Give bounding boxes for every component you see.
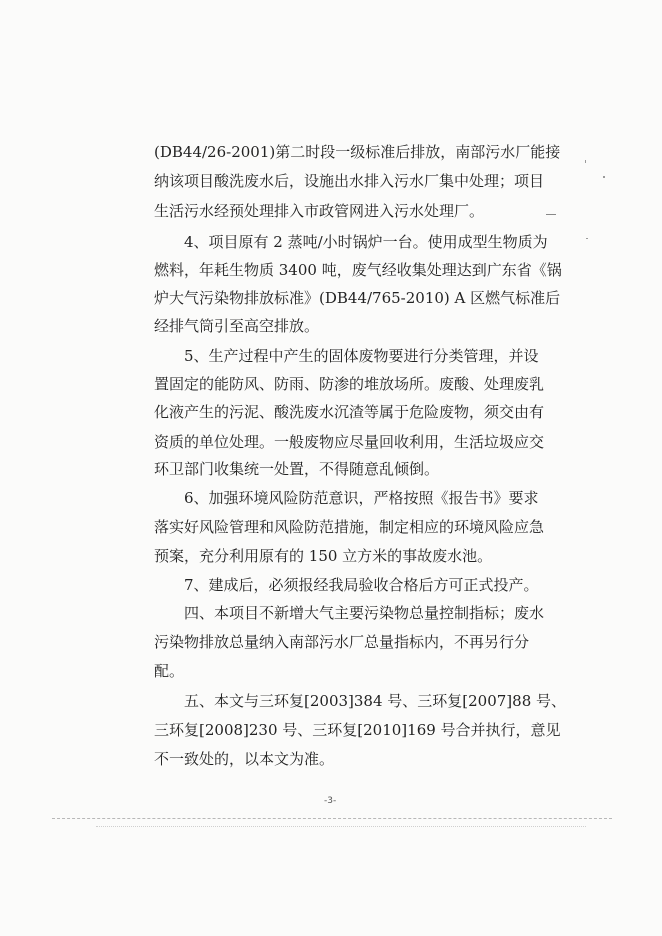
paragraph-line: 化液产生的污泥、酸洗废水沉渣等属于危险废物，须交由有 xyxy=(154,403,545,421)
paragraph-line: 7、建成后，必须报经我局验收合格后方可正式投产。 xyxy=(184,576,539,594)
scan-artifact-line xyxy=(52,818,612,819)
scan-speck xyxy=(585,160,586,163)
scan-speck xyxy=(586,238,588,239)
paragraph-line: 不一致处的，以本文为准。 xyxy=(154,750,335,768)
paragraph-line: 污染物排放总量纳入南部污水厂总量指标内，不再另行分 xyxy=(154,633,530,651)
paragraph-line: 配。 xyxy=(154,662,185,680)
paragraph-line: 纳该项目酸洗废水后，设施出水排入污水厂集中处理；项目 xyxy=(154,172,545,190)
paragraph-line: 四、本项目不新增大气主要污染物总量控制指标；废水 xyxy=(184,604,545,622)
paragraph-line: 落实好风险管理和风险防范措施，制定相应的环境风险应急 xyxy=(154,518,545,536)
paragraph-line: 环卫部门收集统一处置，不得随意乱倾倒。 xyxy=(154,460,440,478)
scan-speck xyxy=(603,176,605,178)
paragraph-line: 4、项目原有 2 蒸吨/小时锅炉一台。使用成型生物质为 xyxy=(184,233,548,251)
paragraph-line: 五、本文与三环复[2003]384 号、三环复[2007]88 号、 xyxy=(184,692,567,710)
paragraph-line: 经排气筒引至高空排放。 xyxy=(154,317,320,335)
paragraph-line: 资质的单位处理。一般废物应尽量回收利用，生活垃圾应交 xyxy=(154,433,545,451)
paragraph-line: 三环复[2008]230 号、三环复[2010]169 号合并执行，意见 xyxy=(154,721,561,739)
paragraph-line: 燃料，年耗生物质 3400 吨，废气经收集处理达到广东省《锅 xyxy=(154,261,562,279)
paragraph-line: 6、加强环境风险防范意识，严格按照《报告书》要求 xyxy=(184,489,539,507)
paragraph-line: 预案，充分利用原有的 150 立方米的事故废水池。 xyxy=(154,547,493,565)
paragraph-line: 炉大气污染物排放标准》(DB44/765-2010) A 区燃气标准后 xyxy=(154,289,561,307)
paragraph-line: 置固定的能防风、防雨、防渗的堆放场所。废酸、处理废乳 xyxy=(154,375,545,393)
paragraph-line: 5、生产过程中产生的固体废物要进行分类管理，并设 xyxy=(184,347,539,365)
page-number: -3- xyxy=(324,796,337,806)
scan-artifact-mark xyxy=(546,214,556,215)
scan-artifact-line xyxy=(96,826,586,827)
paragraph-line: (DB44/26-2001)第二时段一级标准后排放，南部污水厂能接 xyxy=(154,143,561,161)
paragraph-line: 生活污水经预处理排入市政管网进入污水处理厂。 xyxy=(154,202,485,220)
